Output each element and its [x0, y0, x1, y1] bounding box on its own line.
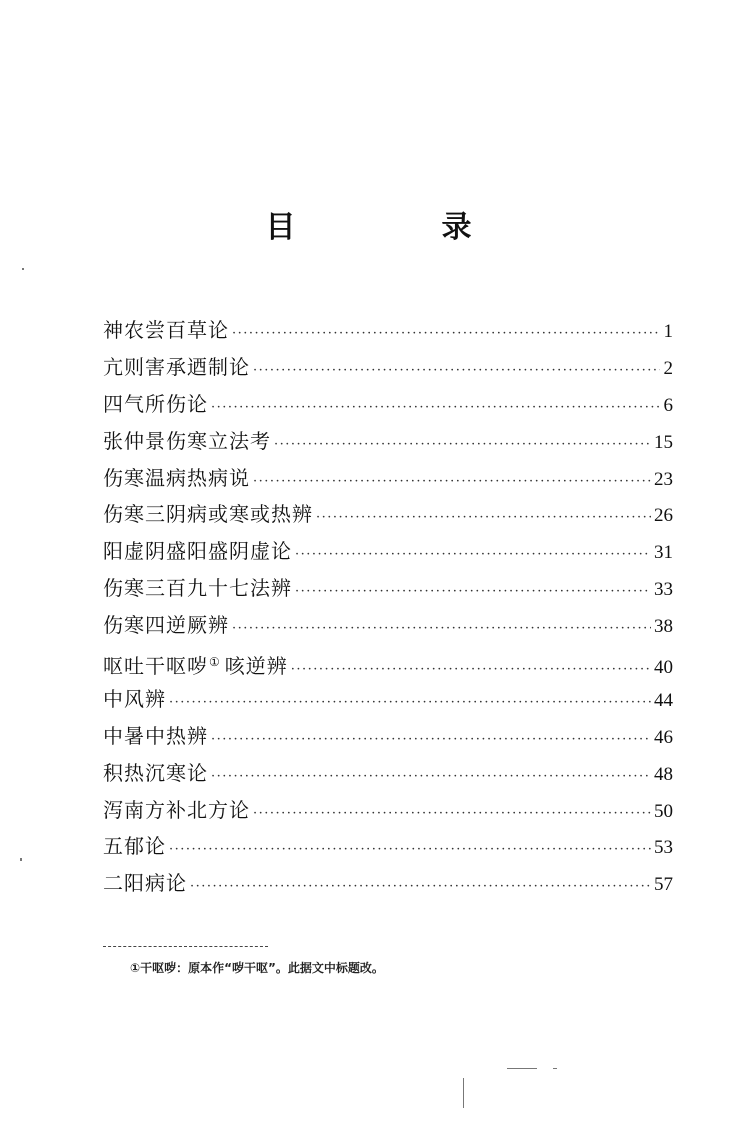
- toc-entry-page: 57: [654, 874, 673, 896]
- scan-speck: [463, 1078, 464, 1108]
- table-of-contents: [103, 312, 673, 902]
- toc-entry-title: [103, 644, 288, 685]
- dot-leader: [232, 611, 651, 648]
- dot-leader: [232, 316, 660, 353]
- footnote-reference[interactable]: ①: [209, 655, 221, 670]
- dot-leader: [211, 759, 651, 796]
- dot-leader: [190, 869, 651, 906]
- scan-speck: [553, 1068, 557, 1069]
- toc-entry[interactable]: [103, 570, 673, 607]
- toc-entry[interactable]: [103, 644, 673, 681]
- toc-entry-title: 二阳病论: [103, 871, 187, 896]
- toc-entry-title: 中风辨: [103, 686, 166, 711]
- scan-speck: [22, 268, 24, 270]
- toc-entry-title: 阳虚阴盛阳盛阴虚论: [103, 539, 292, 564]
- toc-entry-title-part: 咳逆辨: [224, 654, 288, 679]
- toc-entry[interactable]: [103, 496, 673, 533]
- toc-entry-page: 2: [663, 357, 673, 379]
- toc-entry[interactable]: [103, 312, 673, 349]
- toc-entry-page: 6: [663, 394, 673, 416]
- dot-leader: [253, 796, 651, 833]
- footnote: ①干呕哕：原本作“哕干呕”。此据文中标题改。: [130, 961, 384, 975]
- toc-entry[interactable]: [103, 607, 673, 644]
- toc-entry-page: 40: [654, 657, 673, 679]
- toc-entry-title: 泻南方补北方论: [103, 797, 250, 822]
- toc-entry[interactable]: [103, 792, 673, 829]
- toc-entry-page: 31: [654, 542, 673, 564]
- footnote-divider: [103, 946, 268, 947]
- toc-entry[interactable]: [103, 533, 673, 570]
- toc-entry-title: 四气所伤论: [103, 391, 208, 416]
- toc-entry-page: 46: [654, 726, 673, 748]
- toc-entry-page: 44: [654, 689, 673, 711]
- dot-leader: [295, 537, 651, 574]
- toc-entry[interactable]: [103, 865, 673, 902]
- toc-entry-title: 张仲景伤寒立法考: [103, 428, 271, 453]
- toc-entry-page: 23: [654, 468, 673, 490]
- toc-entry[interactable]: [103, 386, 673, 423]
- toc-entry[interactable]: [103, 828, 673, 865]
- toc-entry-page: 15: [654, 431, 673, 453]
- dot-leader: [211, 722, 651, 759]
- toc-entry-title: 中暑中热辨: [103, 723, 208, 748]
- dot-leader: [253, 353, 660, 390]
- dot-leader: [291, 652, 651, 689]
- toc-entry-page: 26: [654, 505, 673, 527]
- toc-entry[interactable]: [103, 423, 673, 460]
- dot-leader: [253, 464, 651, 501]
- toc-entry[interactable]: [103, 681, 673, 718]
- dot-leader: [295, 574, 651, 611]
- scan-speck: [507, 1068, 537, 1069]
- toc-entry-title: 伤寒三阴病或寒或热辨: [103, 502, 313, 527]
- toc-entry-title: 五郁论: [103, 834, 166, 859]
- toc-entry-title: 亢则害承迺制论: [103, 354, 250, 379]
- toc-entry-title: 伤寒三百九十七法辨: [103, 576, 292, 601]
- toc-entry-page: 1: [663, 321, 673, 342]
- toc-entry-title-part: 呕吐干呕哕: [103, 654, 208, 679]
- toc-entry[interactable]: [103, 349, 673, 386]
- toc-entry-title: 神农尝百草论: [103, 318, 229, 342]
- dot-leader: [211, 390, 660, 427]
- toc-entry-page: 50: [654, 800, 673, 822]
- toc-entry[interactable]: [103, 755, 673, 792]
- toc-entry[interactable]: [103, 718, 673, 755]
- toc-entry[interactable]: [103, 460, 673, 497]
- toc-entry-title: 伤寒四逆厥辨: [103, 613, 229, 638]
- toc-entry-title: 积热沉寒论: [103, 760, 208, 785]
- page-title: 目 录: [265, 210, 530, 245]
- toc-entry-page: 48: [654, 763, 673, 785]
- dot-leader: [274, 427, 651, 464]
- dot-leader: [169, 832, 651, 869]
- toc-entry-page: 53: [654, 837, 673, 859]
- toc-entry-page: 33: [654, 579, 673, 601]
- dot-leader: [169, 685, 651, 722]
- dot-leader: [316, 500, 651, 537]
- toc-entry-title: 伤寒温病热病说: [103, 465, 250, 490]
- scan-speck: [20, 858, 22, 861]
- toc-entry-page: 38: [654, 616, 673, 638]
